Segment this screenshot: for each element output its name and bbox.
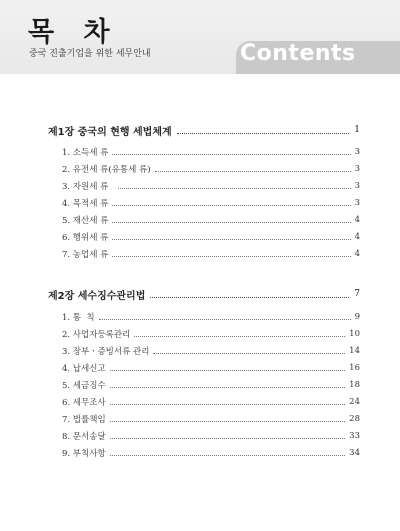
entry-label: 5. 세금징수 xyxy=(62,380,106,391)
dot-leader xyxy=(150,297,349,298)
entry-page: 3 xyxy=(354,180,360,191)
toc-entry[interactable] xyxy=(62,446,360,459)
dot-leader xyxy=(153,353,345,354)
dot-leader xyxy=(112,256,350,257)
toc-chapter-2[interactable] xyxy=(48,287,360,301)
entry-page: 18 xyxy=(349,379,360,390)
toc-chapter-1[interactable] xyxy=(48,123,360,137)
page-title: 목 차 xyxy=(28,17,120,48)
toc-entry[interactable] xyxy=(62,310,360,323)
page-header xyxy=(0,0,400,74)
dot-leader xyxy=(99,319,351,320)
chapter-title: 제2장 세수징수관리법 xyxy=(48,290,146,302)
entry-page: 4 xyxy=(354,248,360,259)
entry-label: 6. 행위세 류 xyxy=(62,232,109,243)
dot-leader xyxy=(112,154,350,155)
entry-page: 4 xyxy=(354,214,360,225)
dot-leader xyxy=(110,387,346,388)
entry-label: 4. 목적세 류 xyxy=(62,198,109,209)
toc-entry[interactable] xyxy=(62,196,360,209)
toc-entry[interactable] xyxy=(62,344,360,357)
entry-page: 3 xyxy=(354,146,360,157)
dot-leader xyxy=(134,336,345,337)
entry-label: 8. 문서송달 xyxy=(62,431,106,442)
toc-entry[interactable] xyxy=(62,230,360,243)
entry-page: 33 xyxy=(349,430,360,441)
toc-entry[interactable] xyxy=(62,247,360,260)
toc-entry[interactable] xyxy=(62,395,360,408)
entry-page: 28 xyxy=(349,413,360,424)
entry-label: 3. 장부ㆍ증빙서류 관리 xyxy=(62,346,150,357)
dot-leader xyxy=(112,222,350,223)
toc-entry[interactable] xyxy=(62,213,360,226)
toc-entry[interactable] xyxy=(62,429,360,442)
toc-entry[interactable] xyxy=(62,327,360,340)
entry-page: 16 xyxy=(349,362,360,373)
dot-leader xyxy=(112,205,350,206)
entry-page: 14 xyxy=(349,345,360,356)
entry-label: 9. 부칙사항 xyxy=(62,448,106,459)
entry-page: 34 xyxy=(349,447,360,458)
dot-leader xyxy=(110,404,346,405)
entry-label: 7. 법률책임 xyxy=(62,414,106,425)
entry-page: 3 xyxy=(354,163,360,174)
page-subtitle: 중국 진출기업을 위한 세무안내 xyxy=(29,49,151,59)
entry-label: 6. 세무조사 xyxy=(62,397,106,408)
entry-page: 3 xyxy=(354,197,360,208)
chapter-title: 제1장 중국의 현행 세법체계 xyxy=(48,126,172,138)
entry-page: 9 xyxy=(354,311,360,322)
entry-page: 4 xyxy=(354,231,360,242)
entry-label: 4. 납세신고 xyxy=(62,363,106,374)
chapter-page: 7 xyxy=(354,289,360,299)
entry-label: 2. 유전세 류(유통세 류) xyxy=(62,164,151,175)
entry-page: 24 xyxy=(349,396,360,407)
entry-page: 10 xyxy=(349,328,360,339)
entry-label: 7. 농업세 류 xyxy=(62,249,109,260)
toc-entry[interactable] xyxy=(62,361,360,374)
toc-entry[interactable] xyxy=(62,179,360,192)
toc-entry[interactable] xyxy=(62,378,360,391)
dot-leader xyxy=(155,171,351,172)
entry-label: 1. 소득세 류 xyxy=(62,147,109,158)
dot-leader xyxy=(110,438,346,439)
dot-leader xyxy=(118,188,351,189)
entry-label: 2. 사업자등록관리 xyxy=(62,329,131,340)
chapter-page: 1 xyxy=(354,125,360,135)
contents-word: Contents xyxy=(240,41,356,66)
dot-leader xyxy=(110,455,346,456)
dot-leader xyxy=(110,370,346,371)
dot-leader xyxy=(112,239,350,240)
toc-entry[interactable] xyxy=(62,162,360,175)
dot-leader xyxy=(177,133,350,134)
dot-leader xyxy=(110,421,346,422)
entry-label: 3. 자원세 류 xyxy=(62,181,114,192)
entry-label: 1. 통 칙 xyxy=(62,312,95,323)
entry-label: 5. 재산세 류 xyxy=(62,215,109,226)
toc-entry[interactable] xyxy=(62,145,360,158)
toc-entry[interactable] xyxy=(62,412,360,425)
